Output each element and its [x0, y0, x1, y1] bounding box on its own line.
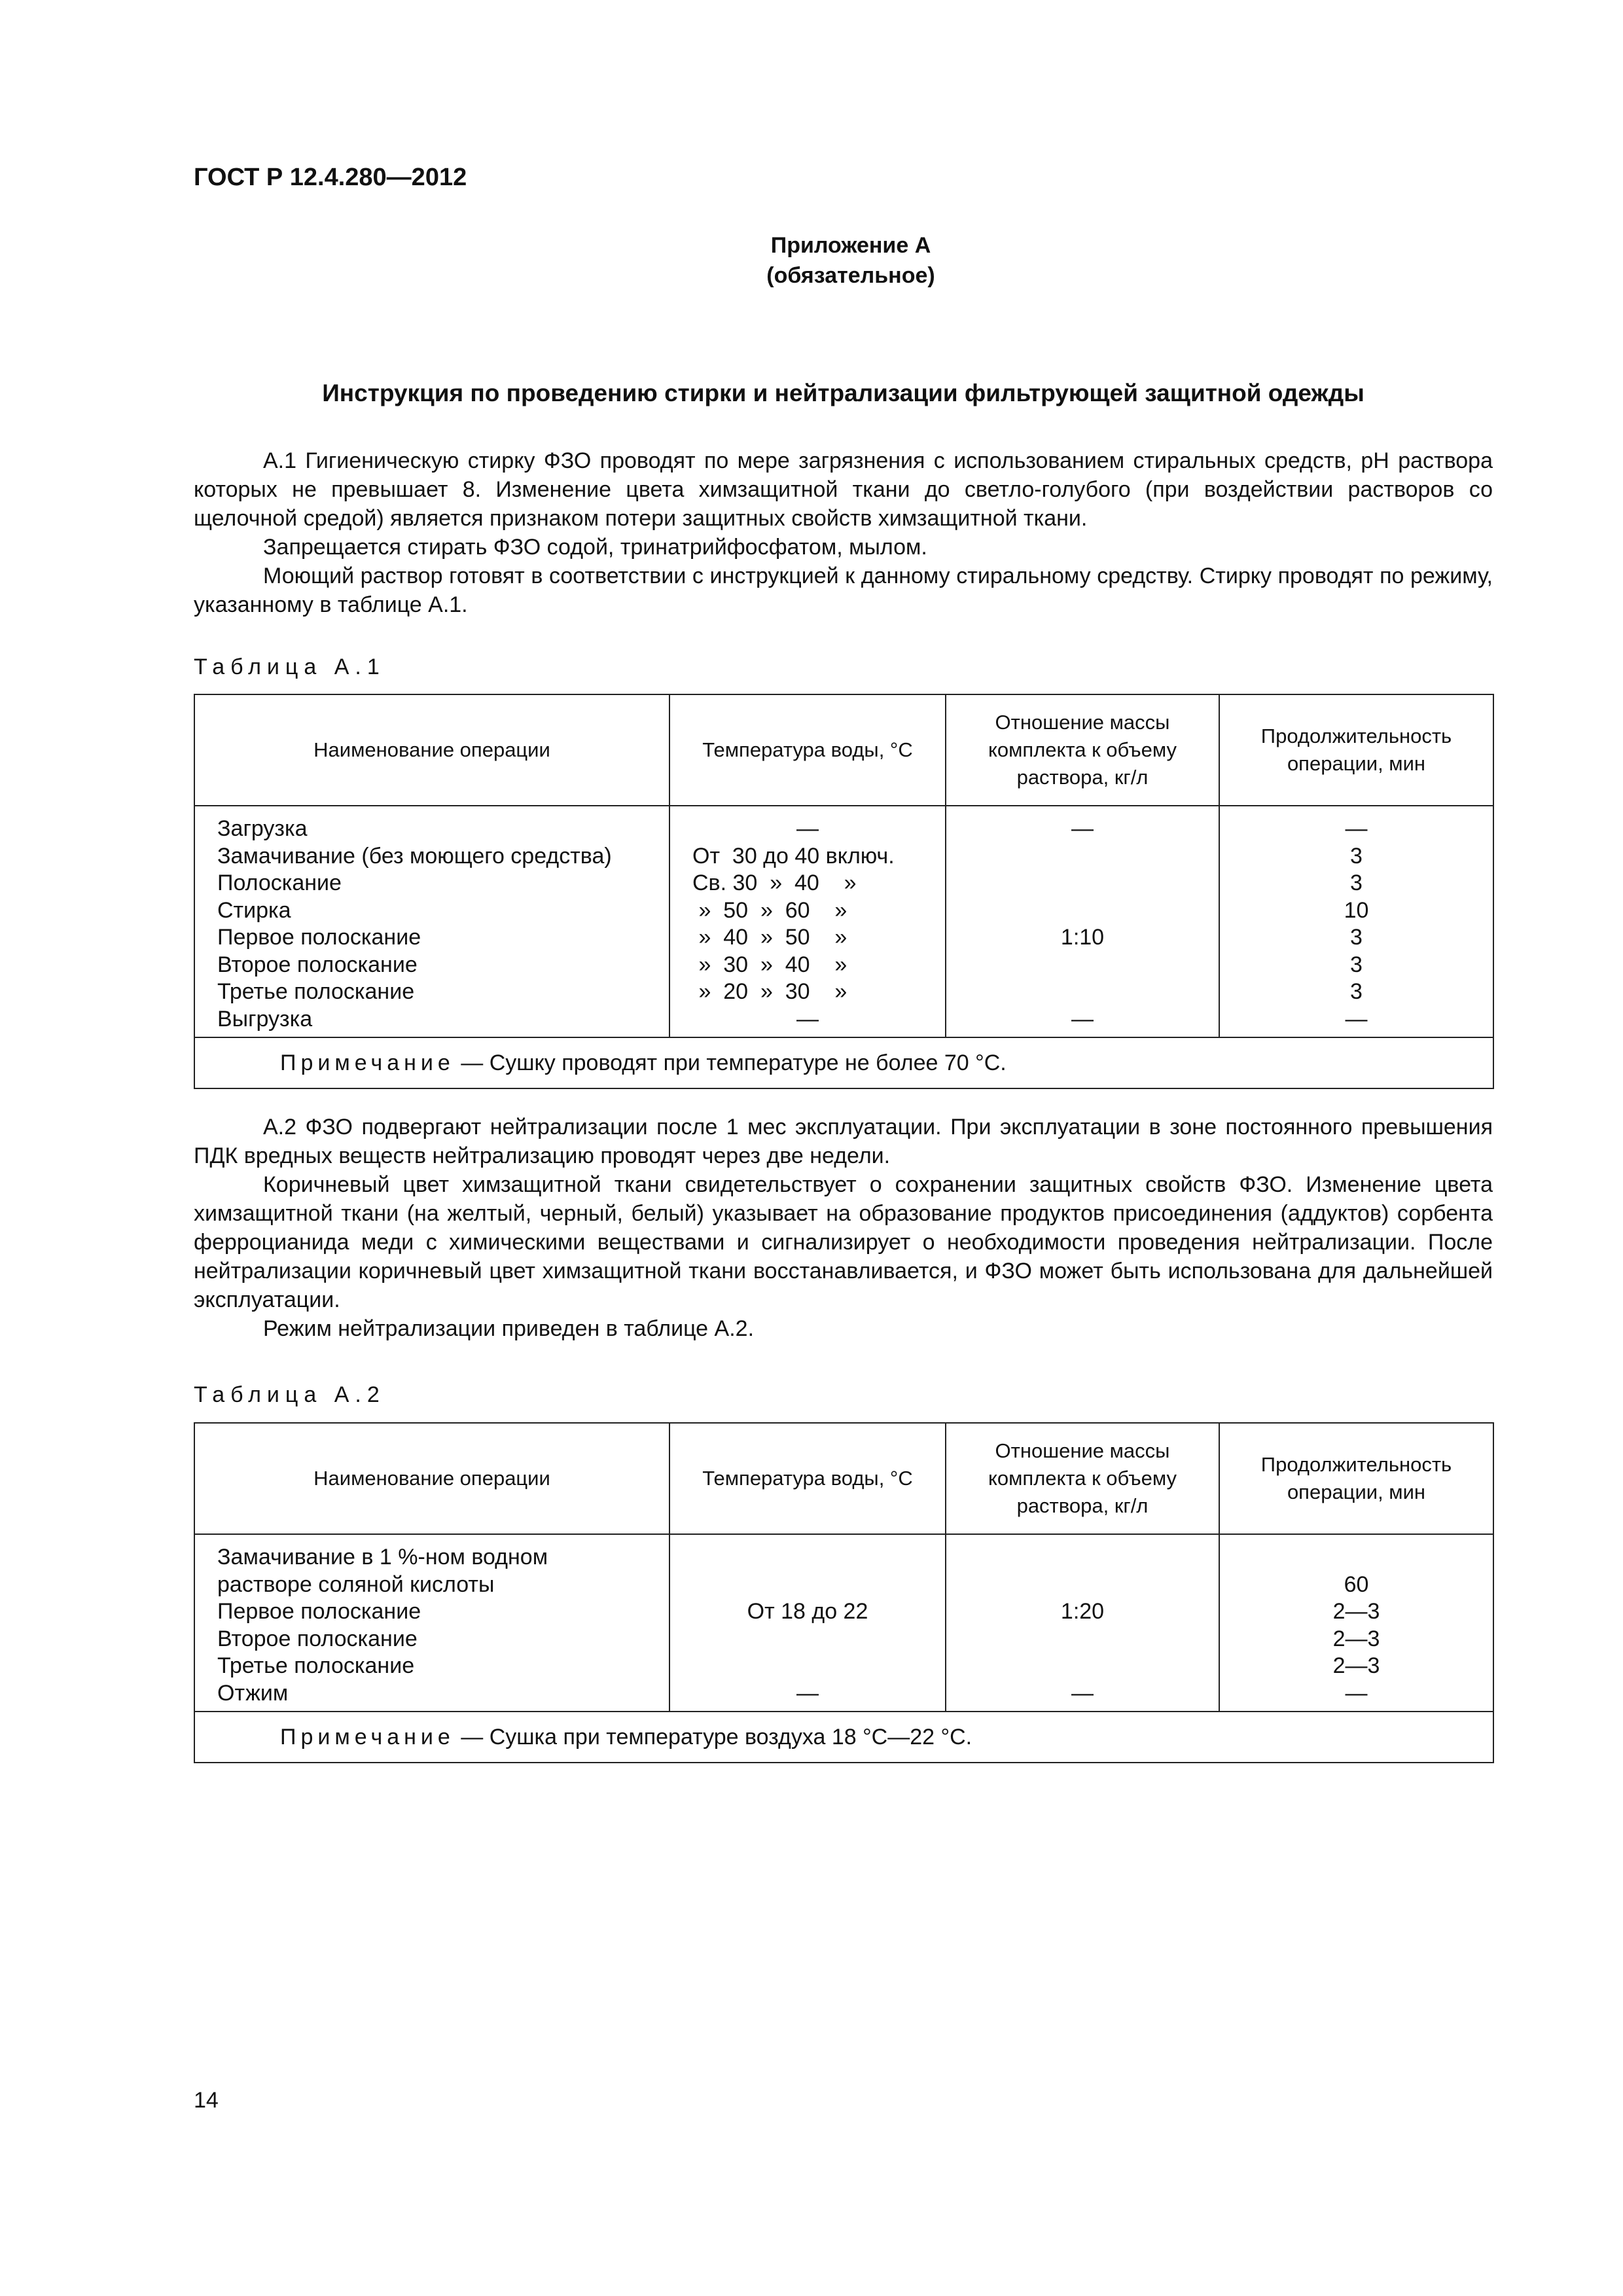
table-a2-temperature	[670, 1653, 945, 1680]
table-a2-temperature: —	[796, 1680, 819, 1706]
table-a1-temperature: Св. 30 » 40 »	[692, 870, 857, 895]
table-a2-ratio: —	[1071, 1680, 1094, 1706]
table-a1-operation: Полоскание	[217, 870, 342, 895]
table-a2-ratio	[946, 1571, 1219, 1599]
table-a2-operation: Отжим	[217, 1680, 289, 1706]
table-a1-ratio	[946, 978, 1219, 1006]
annex-status: (обязательное)	[766, 263, 935, 288]
table-a2-label: Таблица А.2	[194, 1382, 385, 1407]
table-a2-body-row	[194, 1534, 1493, 1712]
table-a2-duration: —	[1345, 1680, 1368, 1706]
table-a2-duration: 2—3	[1332, 1626, 1380, 1651]
table-a1-ratio	[946, 870, 1219, 897]
table-a2-operation: Замачивание в 1 %-ном водном	[217, 1545, 548, 1570]
table-a2-header-temperature: Температура воды, °С	[669, 1423, 946, 1534]
document-id: ГОСТ Р 12.4.280—2012	[194, 164, 467, 191]
table-a1-note-label: Примечание	[280, 1050, 455, 1075]
table-a1-temperature: От 30 до 40 включ.	[692, 843, 895, 869]
paragraph-neutralization-mode: Режим нейтрализации приведен в таблице А.2.	[263, 1316, 755, 1341]
table-a2-header-row	[194, 1423, 1493, 1534]
table-a1-operation: Третье полоскание	[217, 979, 415, 1004]
table-a1-duration: —	[1345, 816, 1368, 841]
table-a2-operation: Второе полоскание	[217, 1626, 418, 1651]
table-a1-operation: Выгрузка	[217, 1006, 313, 1031]
instruction-title: Инструкция по проведению стирки и нейтрализации фильтрующей защитной одежды	[322, 380, 1364, 406]
table-a1-temperature: —	[796, 1006, 819, 1031]
table-a2-duration: 2—3	[1332, 1653, 1380, 1678]
table-a1-duration: 3	[1350, 925, 1363, 950]
table-a2-duration: 60	[1344, 1571, 1369, 1597]
paragraph-washing-solution: Моющий раствор готовят в соответствии с инструкцией к данному стиральному средству. Стирку проводят по режиму, указанному в таблице А.1.	[194, 564, 1493, 617]
page-number: 14	[194, 2088, 219, 2113]
table-a2-operation: Первое полоскание	[217, 1599, 421, 1624]
table-a1-header-operation: Наименование операции	[194, 694, 669, 806]
table-a2-ratio	[946, 1626, 1219, 1653]
table-a1-temperature: » 20 » 30 »	[692, 979, 847, 1004]
table-a1-temperature-cell	[669, 806, 946, 1037]
table-a1-duration: 3	[1350, 870, 1363, 895]
table-a2-ratio-cell	[946, 1534, 1219, 1712]
table-a1-header-duration: Продолжительность операции, мин	[1219, 694, 1493, 806]
table-a2-header-operation: Наименование операции	[194, 1423, 669, 1534]
table-a1-label: Таблица А.1	[194, 655, 385, 679]
table-a2-temperature	[670, 1544, 945, 1571]
table-a1-body-row	[194, 806, 1493, 1037]
table-a1-duration: 10	[1344, 897, 1369, 923]
table-a2-note-label: Примечание	[280, 1725, 455, 1749]
table-a1-operation: Замачивание (без моющего средства)	[217, 843, 612, 869]
paragraph-prohibition: Запрещается стирать ФЗО содой, тринатрийфосфатом, мылом.	[263, 535, 927, 560]
table-a1-operation: Стирка	[217, 897, 291, 923]
table-a1-operation: Загрузка	[217, 816, 308, 841]
paragraph-a1: А.1 Гигиеническую стирку ФЗО проводят по мере загрязнения с использованием стиральных средств, pH раствора которых не превышает 8. Изменение цвета химзащитной ткани до светло-голубого (при воздействии растворов со щелочной средой) является признаком потери защитных свойств химзащитной ткани.	[194, 448, 1493, 531]
table-a1-operation: Второе полоскание	[217, 952, 418, 977]
table-a1-ratio: —	[1071, 816, 1094, 841]
table-a1-ratio-cell	[946, 806, 1219, 1037]
table-a1-header-ratio: Отношение массы комплекта к объему раствора, кг/л	[946, 694, 1219, 806]
table-a1-ratio	[946, 952, 1219, 979]
table-a2-operations-cell	[194, 1534, 669, 1712]
table-a2-operation: Третье полоскание	[217, 1653, 415, 1678]
table-a2-note-row	[194, 1712, 1493, 1763]
table-a1-temperature: » 50 » 60 »	[692, 897, 847, 923]
annex-title: Приложение А	[770, 233, 931, 258]
table-a2-note-text: — Сушка при температуре воздуха 18 °С—22 °С.	[454, 1725, 972, 1749]
table-a2-ratio: 1:20	[1060, 1599, 1105, 1624]
table-a2-temperature-cell	[669, 1534, 946, 1712]
table-a1-duration: 3	[1350, 979, 1363, 1004]
table-a1-temperature: —	[796, 816, 819, 841]
table-a2-ratio	[946, 1653, 1219, 1680]
table-a2-duration: 2—3	[1332, 1599, 1380, 1624]
table-a2-header-ratio: Отношение массы комплекта к объему раствора, кг/л	[946, 1423, 1219, 1534]
paragraph-a2: А.2 ФЗО подвергают нейтрализации после 1 мес эксплуатации. При эксплуатации в зоне постоянного превышения ПДК вредных веществ нейтрализацию проводят через две недели.	[194, 1115, 1493, 1168]
table-a1-ratio	[946, 897, 1219, 925]
table-a1-operation: Первое полоскание	[217, 925, 421, 950]
table-a2-temperature	[670, 1571, 945, 1599]
table-a1-header-temperature: Температура воды, °С	[669, 694, 946, 806]
table-a2	[194, 1422, 1494, 1763]
table-a2-duration-cell	[1219, 1534, 1493, 1712]
table-a1-duration: —	[1345, 1006, 1368, 1031]
table-a1-temperature: » 30 » 40 »	[692, 952, 847, 977]
table-a1-ratio: 1:10	[1060, 925, 1105, 950]
table-a1-duration-cell	[1219, 806, 1493, 1037]
table-a1	[194, 694, 1494, 1089]
table-a1-note-row	[194, 1037, 1493, 1088]
table-a1-temperature: » 40 » 50 »	[692, 925, 847, 950]
table-a2-ratio	[946, 1544, 1219, 1571]
table-a2-temperature	[670, 1626, 945, 1653]
table-a1-note	[194, 1037, 1493, 1088]
table-a2-header-duration: Продолжительность операции, мин	[1219, 1423, 1493, 1534]
table-a2-note	[194, 1712, 1493, 1763]
table-a1-header-row	[194, 694, 1493, 806]
table-a1-duration: 3	[1350, 952, 1363, 977]
table-a1-note-text: — Сушку проводят при температуре не более 70 °С.	[454, 1050, 1007, 1075]
table-a2-temperature: От 18 до 22	[747, 1599, 868, 1624]
table-a2-operation: растворе соляной кислоты	[217, 1571, 495, 1597]
paragraph-color-indicator: Коричневый цвет химзащитной ткани свидетельствует о сохранении защитных свойств ФЗО. Изменение цвета химзащитной ткани (на желтый, черный, белый) указывает на образование продуктов присоединения (аддуктов) сорбента ферроцианида меди с химическими веществами и сигнализирует о необходимости проведения нейтрализации. После нейтрализации коричневый цвет химзащитной ткани восстанавливается, и ФЗО может быть использована для дальнейшей эксплуатации.	[194, 1172, 1493, 1312]
table-a1-ratio	[946, 843, 1219, 870]
table-a2-duration	[1220, 1544, 1493, 1571]
table-a1-ratio: —	[1071, 1006, 1094, 1031]
table-a1-operations-cell	[194, 806, 669, 1037]
table-a1-duration: 3	[1350, 843, 1363, 869]
